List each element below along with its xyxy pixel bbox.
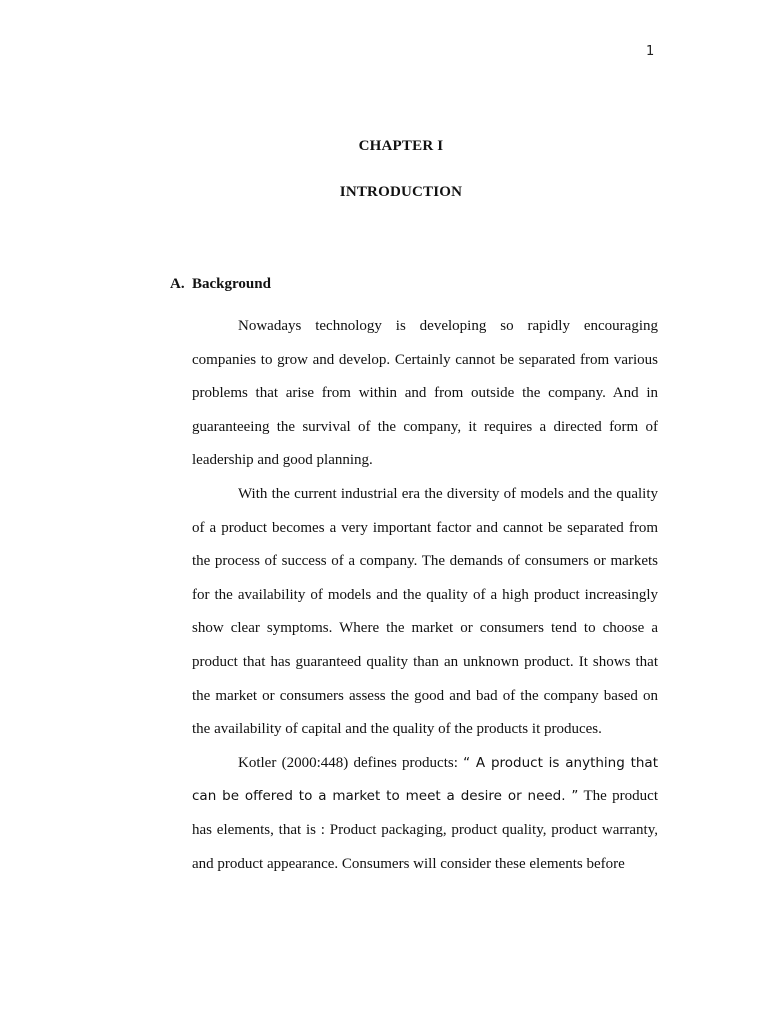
- chapter-title: INTRODUCTION: [339, 184, 463, 200]
- section-heading: [170, 276, 271, 293]
- paragraph-kotler: [192, 747, 658, 881]
- kotler-quote: “ A product is anything that can be offered to a market to meet a desire or need. ”: [192, 754, 659, 805]
- paragraph: Nowadays technology is developing so rapidly encouraging companies to grow and develop. Certainly cannot be separated from various problems that arise from within and from outside the company. And in guaranteeing the survival of the company, it requires a directed form of leadership and good planning.: [192, 318, 658, 469]
- kotler-rest: The product has elements, that is : Product packaging, product quality, product warranty, and product appearance. Consumers will consider these elements before: [192, 788, 658, 872]
- kotler-lead: Kotler (2000:448) defines products:: [238, 754, 464, 771]
- section-title: Background: [192, 276, 271, 292]
- chapter-heading: CHAPTER I: [358, 138, 444, 154]
- page-number: 1: [646, 44, 655, 59]
- section-letter: A.: [170, 276, 185, 292]
- body-text: [192, 310, 658, 881]
- paragraph: With the current industrial era the diversity of models and the quality of a product becomes a very important factor and cannot be separated from the process of success of a company. The demands of consumers or markets for the availability of models and the quality of a high product increasingly show clear symptoms. Where the market or consumers tend to choose a product that has guaranteed quality than an unknown product. It shows that the market or consumers assess the good and bad of the company based on the availability of capital and the quality of the products it produces.: [192, 485, 658, 738]
